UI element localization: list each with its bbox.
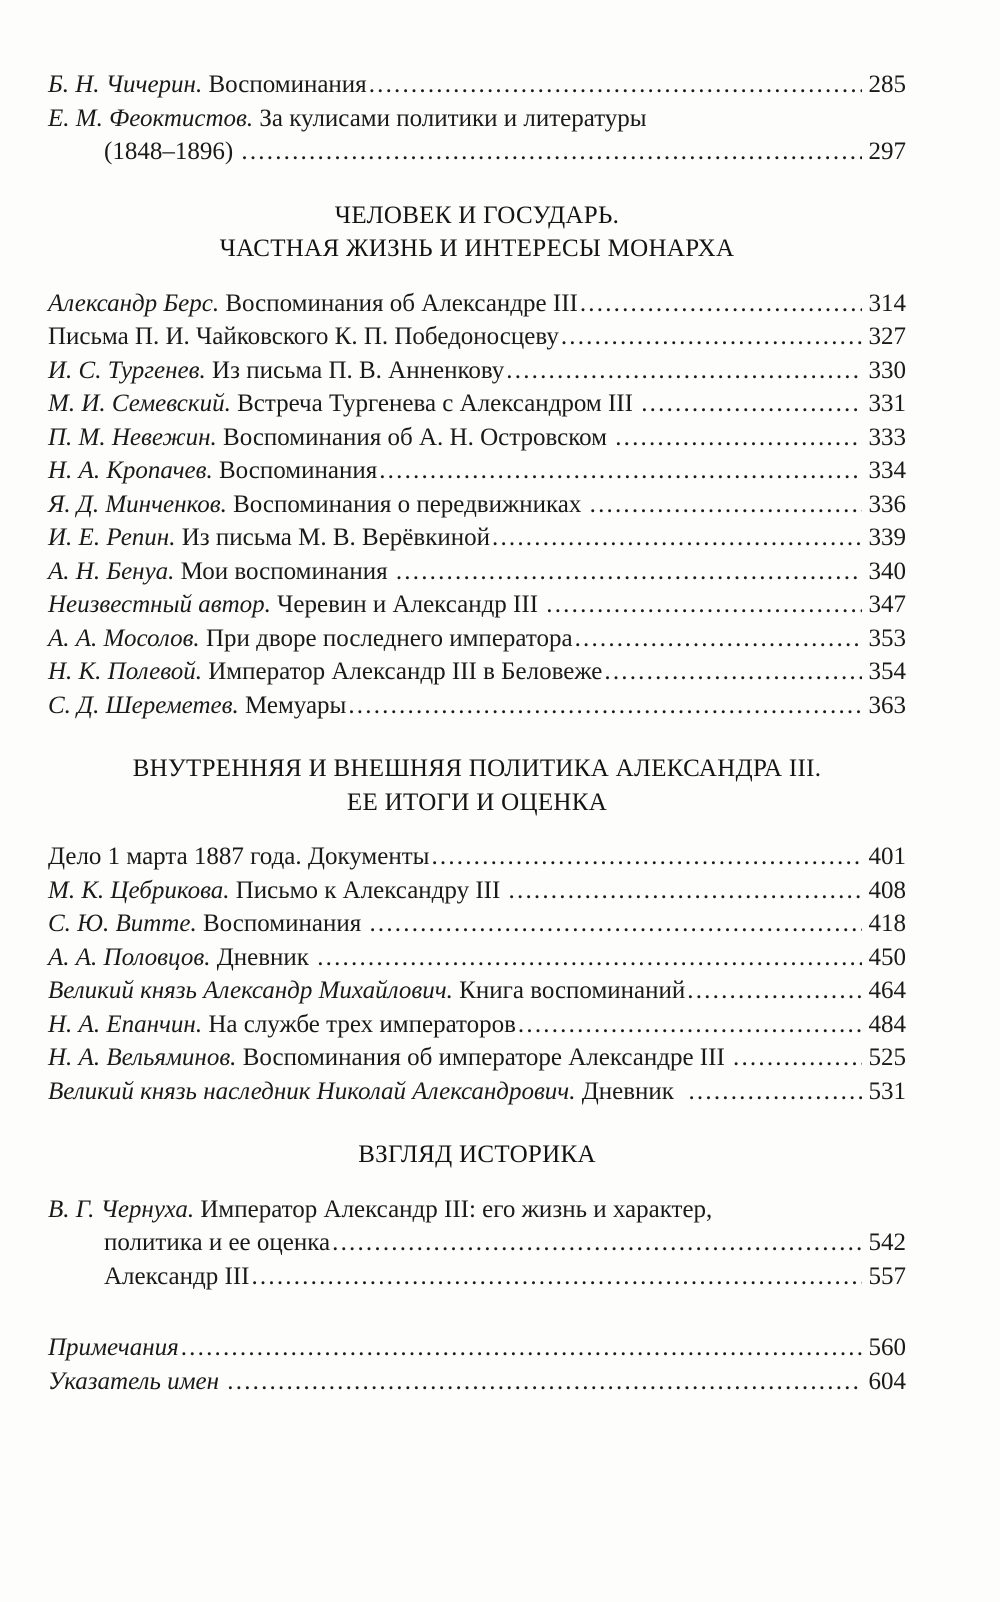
toc-entry — [48, 521, 906, 555]
toc-entry-line — [48, 555, 906, 589]
entry-author: Великий князь Александр Михайлович. — [48, 977, 453, 1004]
toc-entry-line — [48, 68, 906, 102]
entry-title: Воспоминания об А. Н. Островском — [216, 423, 614, 451]
toc-entry-line — [48, 974, 906, 1008]
dot-leader — [685, 974, 861, 1008]
entry-title: Встреча Тургенева с Александром III — [230, 390, 640, 417]
toc-entry — [48, 387, 906, 421]
toc-entry-line — [48, 1041, 906, 1075]
page-number: 314 — [868, 289, 906, 317]
dot-leader — [315, 941, 861, 975]
toc-entry — [48, 1075, 906, 1109]
toc-entry-line — [48, 287, 906, 321]
entry-author: С. Ю. Витте. — [48, 910, 197, 937]
page-number: 285 — [868, 71, 906, 98]
entry-title: Император Александр III: его жизнь и характер, — [194, 1195, 713, 1223]
entry-title: Дневник — [575, 1077, 687, 1105]
entry-text — [48, 941, 315, 975]
entry-title: За кулисами политики и литературы — [253, 104, 647, 132]
toc-content — [48, 68, 906, 1398]
entry-author: И. Е. Репин. — [48, 524, 176, 551]
page-number: 331 — [868, 390, 906, 417]
page-number: 347 — [868, 591, 906, 618]
entry-author: Я. Д. Минченков. — [48, 490, 227, 518]
toc-entry — [48, 974, 906, 1008]
entry-author: А. Н. Бенуа. — [48, 557, 175, 585]
toc-entry-line — [48, 689, 906, 723]
page-number: 484 — [868, 1010, 906, 1038]
toc-section — [48, 68, 906, 169]
dot-leader — [239, 135, 861, 169]
toc-entry — [48, 1365, 906, 1399]
entry-title: Письмо к Александру III — [229, 876, 507, 904]
toc-section — [48, 752, 906, 1108]
page-number: 542 — [868, 1229, 906, 1256]
entry-author: Н. А. Епанчин. — [48, 1010, 203, 1038]
toc-entry — [48, 102, 906, 169]
toc-entry-line — [48, 320, 906, 354]
toc-entry-line — [48, 1008, 906, 1042]
entry-text — [48, 454, 377, 488]
entry-author: Великий князь наследник Николай Александрович. — [48, 1077, 576, 1105]
dot-leader — [249, 1260, 861, 1294]
section-heading — [48, 1138, 906, 1172]
dot-leader — [504, 354, 861, 388]
entry-title: Дело 1 марта 1887 года. Документы — [48, 843, 430, 870]
entry-text — [48, 488, 588, 522]
entry-author: С. Д. Шереметев. — [48, 691, 239, 719]
dot-leader — [731, 1041, 861, 1075]
dot-leader — [377, 454, 861, 488]
dot-leader — [573, 622, 862, 656]
section-heading-line: ВНУТРЕННЯЯ И ВНЕШНЯЯ ПОЛИТИКА АЛЕКСАНДРА III. — [132, 755, 822, 782]
entry-text — [48, 68, 367, 102]
entry-author: Б. Н. Чичерин. — [48, 71, 203, 98]
entry-text — [48, 907, 367, 941]
page-number: 418 — [868, 910, 906, 937]
toc-entry-line — [48, 1331, 906, 1365]
dot-leader — [516, 1008, 862, 1042]
entry-author: Александр Берс. — [48, 289, 220, 317]
toc-entry — [48, 1041, 906, 1075]
page-number: 354 — [868, 658, 906, 685]
entry-author: П. М. Невежин. — [48, 423, 217, 451]
toc-entry — [48, 1331, 906, 1365]
page-number: 408 — [868, 876, 906, 904]
entry-author: А. А. Мосолов. — [48, 624, 200, 652]
page-number: 330 — [868, 356, 906, 384]
dot-leader — [639, 387, 861, 421]
page-number: 327 — [868, 323, 906, 350]
page-number: 450 — [868, 943, 906, 971]
entry-text — [48, 421, 613, 455]
entry-author: Н. А. Вельяминов. — [48, 1044, 237, 1071]
toc-entry-line — [48, 135, 906, 169]
entry-title: На службе трех императоров — [202, 1010, 516, 1038]
toc-entry — [48, 287, 906, 321]
dot-leader — [507, 874, 862, 908]
entry-title: Дневник — [210, 943, 316, 971]
entry-text — [48, 387, 639, 421]
section-heading-line: ЕЕ ИТОГИ И ОЦЕНКА — [346, 788, 608, 816]
dot-leader — [578, 287, 862, 321]
page-number: 604 — [868, 1367, 906, 1395]
dot-leader — [179, 1331, 862, 1365]
page-number: 464 — [868, 977, 906, 1004]
page-number: 401 — [868, 843, 906, 870]
toc-entry-line — [48, 102, 906, 136]
section-heading-line: ВЗГЛЯД ИСТОРИКА — [358, 1141, 596, 1168]
entry-text — [48, 1008, 516, 1042]
entry-text — [104, 1226, 330, 1260]
toc-entry-line — [48, 907, 906, 941]
toc-entry-line — [48, 488, 906, 522]
dot-leader — [490, 521, 862, 555]
toc-entry-line — [48, 1193, 906, 1227]
entry-title: При дворе последнего императора — [199, 624, 573, 652]
dot-leader — [559, 320, 862, 354]
dot-leader — [588, 488, 862, 522]
toc-entry-line — [48, 655, 906, 689]
section-heading — [48, 199, 906, 266]
toc-section — [48, 199, 906, 723]
toc-entry-line — [48, 521, 906, 555]
entry-title: Мои воспоминания — [174, 557, 394, 585]
entry-title: Воспоминания — [202, 71, 367, 98]
entry-author: М. К. Цебрикова. — [48, 876, 230, 904]
toc-entry-line — [48, 354, 906, 388]
entry-text — [104, 135, 239, 169]
toc-entry — [48, 588, 906, 622]
dot-leader — [602, 655, 861, 689]
dot-leader — [394, 555, 862, 589]
entry-author: А. А. Половцов. — [48, 943, 211, 971]
toc-entry — [48, 555, 906, 589]
toc-entry — [48, 320, 906, 354]
toc-entry — [48, 689, 906, 723]
dot-leader — [330, 1226, 861, 1260]
entry-title: Император Александр III в Беловеже — [201, 658, 603, 685]
page-number: 334 — [868, 457, 906, 484]
entry-title: Из письма М. В. Верёвкиной — [175, 524, 490, 551]
entry-text — [48, 287, 578, 321]
entry-author: Е. М. Феоктистов. — [48, 104, 254, 132]
page-number: 353 — [868, 624, 906, 652]
toc-entry — [48, 655, 906, 689]
toc-entry-line — [48, 1226, 906, 1260]
toc-entry-line — [48, 421, 906, 455]
entry-title: Воспоминания о передвижниках — [226, 490, 588, 518]
page-number: 525 — [868, 1044, 906, 1071]
toc-entry — [48, 68, 906, 102]
toc-entry — [48, 1193, 906, 1294]
toc-section — [48, 1138, 906, 1293]
dot-leader — [367, 68, 862, 102]
page-number: 531 — [868, 1077, 906, 1105]
page-number: 339 — [868, 524, 906, 551]
toc-entry — [48, 907, 906, 941]
page-number: 557 — [868, 1262, 906, 1290]
entry-text — [48, 1041, 731, 1075]
toc-entry-line — [48, 1075, 906, 1109]
entry-title: Письма П. И. Чайковского К. П. Победоносцеву — [48, 323, 559, 350]
toc-entry — [48, 488, 906, 522]
dot-leader — [544, 588, 861, 622]
entry-text — [48, 622, 573, 656]
dot-leader — [225, 1365, 861, 1399]
toc-entry — [48, 421, 906, 455]
entry-author: Н. К. Полевой. — [48, 658, 202, 685]
toc-entry — [48, 354, 906, 388]
entry-title: Мемуары — [238, 691, 347, 719]
dot-leader — [367, 907, 861, 941]
section-heading — [48, 752, 906, 819]
entry-title: Из письма П. В. Анненкову — [205, 356, 505, 384]
page-number: 297 — [868, 138, 906, 165]
entry-text — [48, 840, 429, 874]
entry-text — [48, 874, 507, 908]
entry-text — [104, 1260, 249, 1294]
entry-author: Примечания — [48, 1334, 179, 1361]
entry-title: (1848–1896) — [104, 138, 240, 165]
entry-text — [48, 354, 504, 388]
toc-entry — [48, 941, 906, 975]
toc-entry-line — [48, 622, 906, 656]
page-number: 333 — [868, 423, 906, 451]
page-number: 363 — [868, 691, 906, 719]
entry-author: Неизвестный автор. — [48, 591, 271, 618]
toc-entry — [48, 840, 906, 874]
entry-text — [48, 689, 346, 723]
entry-title: Черевин и Александр III — [270, 591, 545, 618]
page-number: 340 — [868, 557, 906, 585]
toc-entry-line — [48, 387, 906, 421]
entry-text — [48, 1075, 686, 1109]
toc-entry-line — [48, 588, 906, 622]
toc-entry — [48, 874, 906, 908]
page-number: 560 — [868, 1334, 906, 1361]
dot-leader — [613, 421, 861, 455]
entry-title: Воспоминания об императоре Александре III — [236, 1044, 732, 1071]
section-heading-line: ЧАСТНАЯ ЖИЗНЬ И ИНТЕРЕСЫ МОНАРХА — [219, 235, 735, 262]
entry-title: Книга воспоминаний — [452, 977, 686, 1004]
toc-entry-line — [48, 874, 906, 908]
entry-author: В. Г. Чернуха. — [48, 1195, 195, 1223]
entry-text — [48, 320, 559, 354]
page-number: 336 — [868, 490, 906, 518]
dot-leader — [429, 840, 861, 874]
dot-leader — [686, 1075, 861, 1109]
entry-title: Воспоминания — [196, 910, 368, 937]
entry-text — [48, 974, 685, 1008]
toc-entry — [48, 1008, 906, 1042]
entry-text — [48, 655, 602, 689]
entry-text — [48, 102, 647, 136]
toc-entry — [48, 454, 906, 488]
toc-entry-line — [48, 941, 906, 975]
entry-title: Воспоминания — [212, 457, 378, 484]
entry-text — [48, 521, 490, 555]
entry-title: политика и ее оценка — [104, 1229, 331, 1256]
entry-author: Н. А. Кропачев. — [48, 457, 213, 484]
entry-text — [48, 1365, 225, 1399]
section-heading-line: ЧЕЛОВЕК И ГОСУДАРЬ. — [334, 201, 620, 229]
entry-title: Александр III — [104, 1262, 250, 1290]
toc-section — [48, 1331, 906, 1398]
toc-entry-line — [48, 454, 906, 488]
toc-entry — [48, 622, 906, 656]
entry-text — [48, 555, 394, 589]
toc-entry-line — [48, 1260, 906, 1294]
entry-text — [48, 588, 544, 622]
entry-text — [48, 1331, 179, 1365]
toc-entry-line — [48, 1365, 906, 1399]
entry-text — [48, 1193, 712, 1227]
toc-entry-line — [48, 840, 906, 874]
entry-author: Указатель имен — [48, 1367, 226, 1395]
entry-title: Воспоминания об Александре III — [219, 289, 578, 317]
entry-author: И. С. Тургенев. — [48, 356, 206, 384]
entry-author: М. И. Семевский. — [48, 390, 231, 417]
dot-leader — [346, 689, 861, 723]
